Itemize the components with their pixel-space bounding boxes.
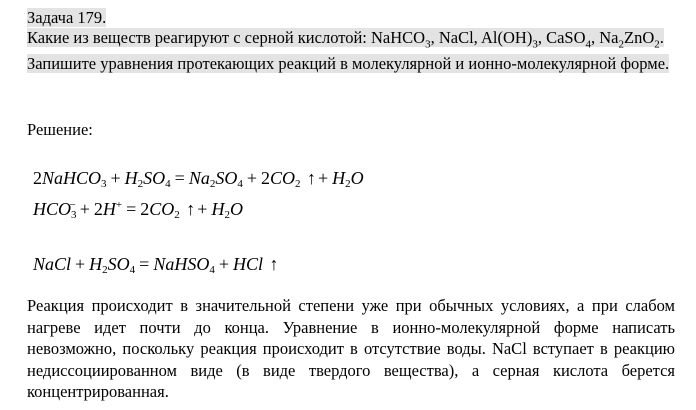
task-title: Задача 179. — [27, 8, 107, 27]
task-statement — [27, 8, 677, 74]
task-question — [27, 28, 669, 74]
task-text-2: , NaCl, Al(OH) — [430, 27, 533, 47]
explanation-paragraph: Реакция происходит в значительной степени уже при обычных условиях, а при слабом нагреве идет почти до конца. Уравнение в ионно-молекулярной форме написать невозможно, поскольку реакция происходит в отсутствие воды. NaCl вступает в реакцию недиссоциированном виде (в виде твердого вещества), а серная кислота берется концентрированная. — [27, 296, 675, 401]
equation-3: NaCl + $H_2SO_4$ = NaHSO$_4$ + HCl ↑ — [33, 254, 279, 276]
sub-2: 3 — [532, 37, 538, 50]
task-text-5: ZnO — [624, 27, 655, 47]
task-text-6: . Запишите уравнения протекающих реакций в молекулярной и ионно-молекулярной форме. — [27, 27, 670, 74]
sub-5: 2 — [654, 37, 660, 50]
sub-4: 2 — [618, 37, 625, 50]
task-text-1: Какие из веществ реагируют с серной кислотой: NaHCO — [27, 27, 426, 47]
task-text-3: , CaSO — [537, 27, 586, 47]
solution-label: Решение: — [27, 120, 93, 139]
sub-1: 3 — [425, 37, 431, 50]
equation-2: $HCO_3^- + 2H^+ = 2CO_2$ ↑ + $H_2O$ — [33, 199, 243, 221]
sub-3: 4 — [585, 37, 592, 50]
equation-1: 2NaHCO$_3$ + $H_2SO_4 = Na_2SO_4 + 2CO_2$ ↑ + $H_2O$ — [33, 168, 364, 190]
task-text-4: , Na — [591, 27, 619, 47]
